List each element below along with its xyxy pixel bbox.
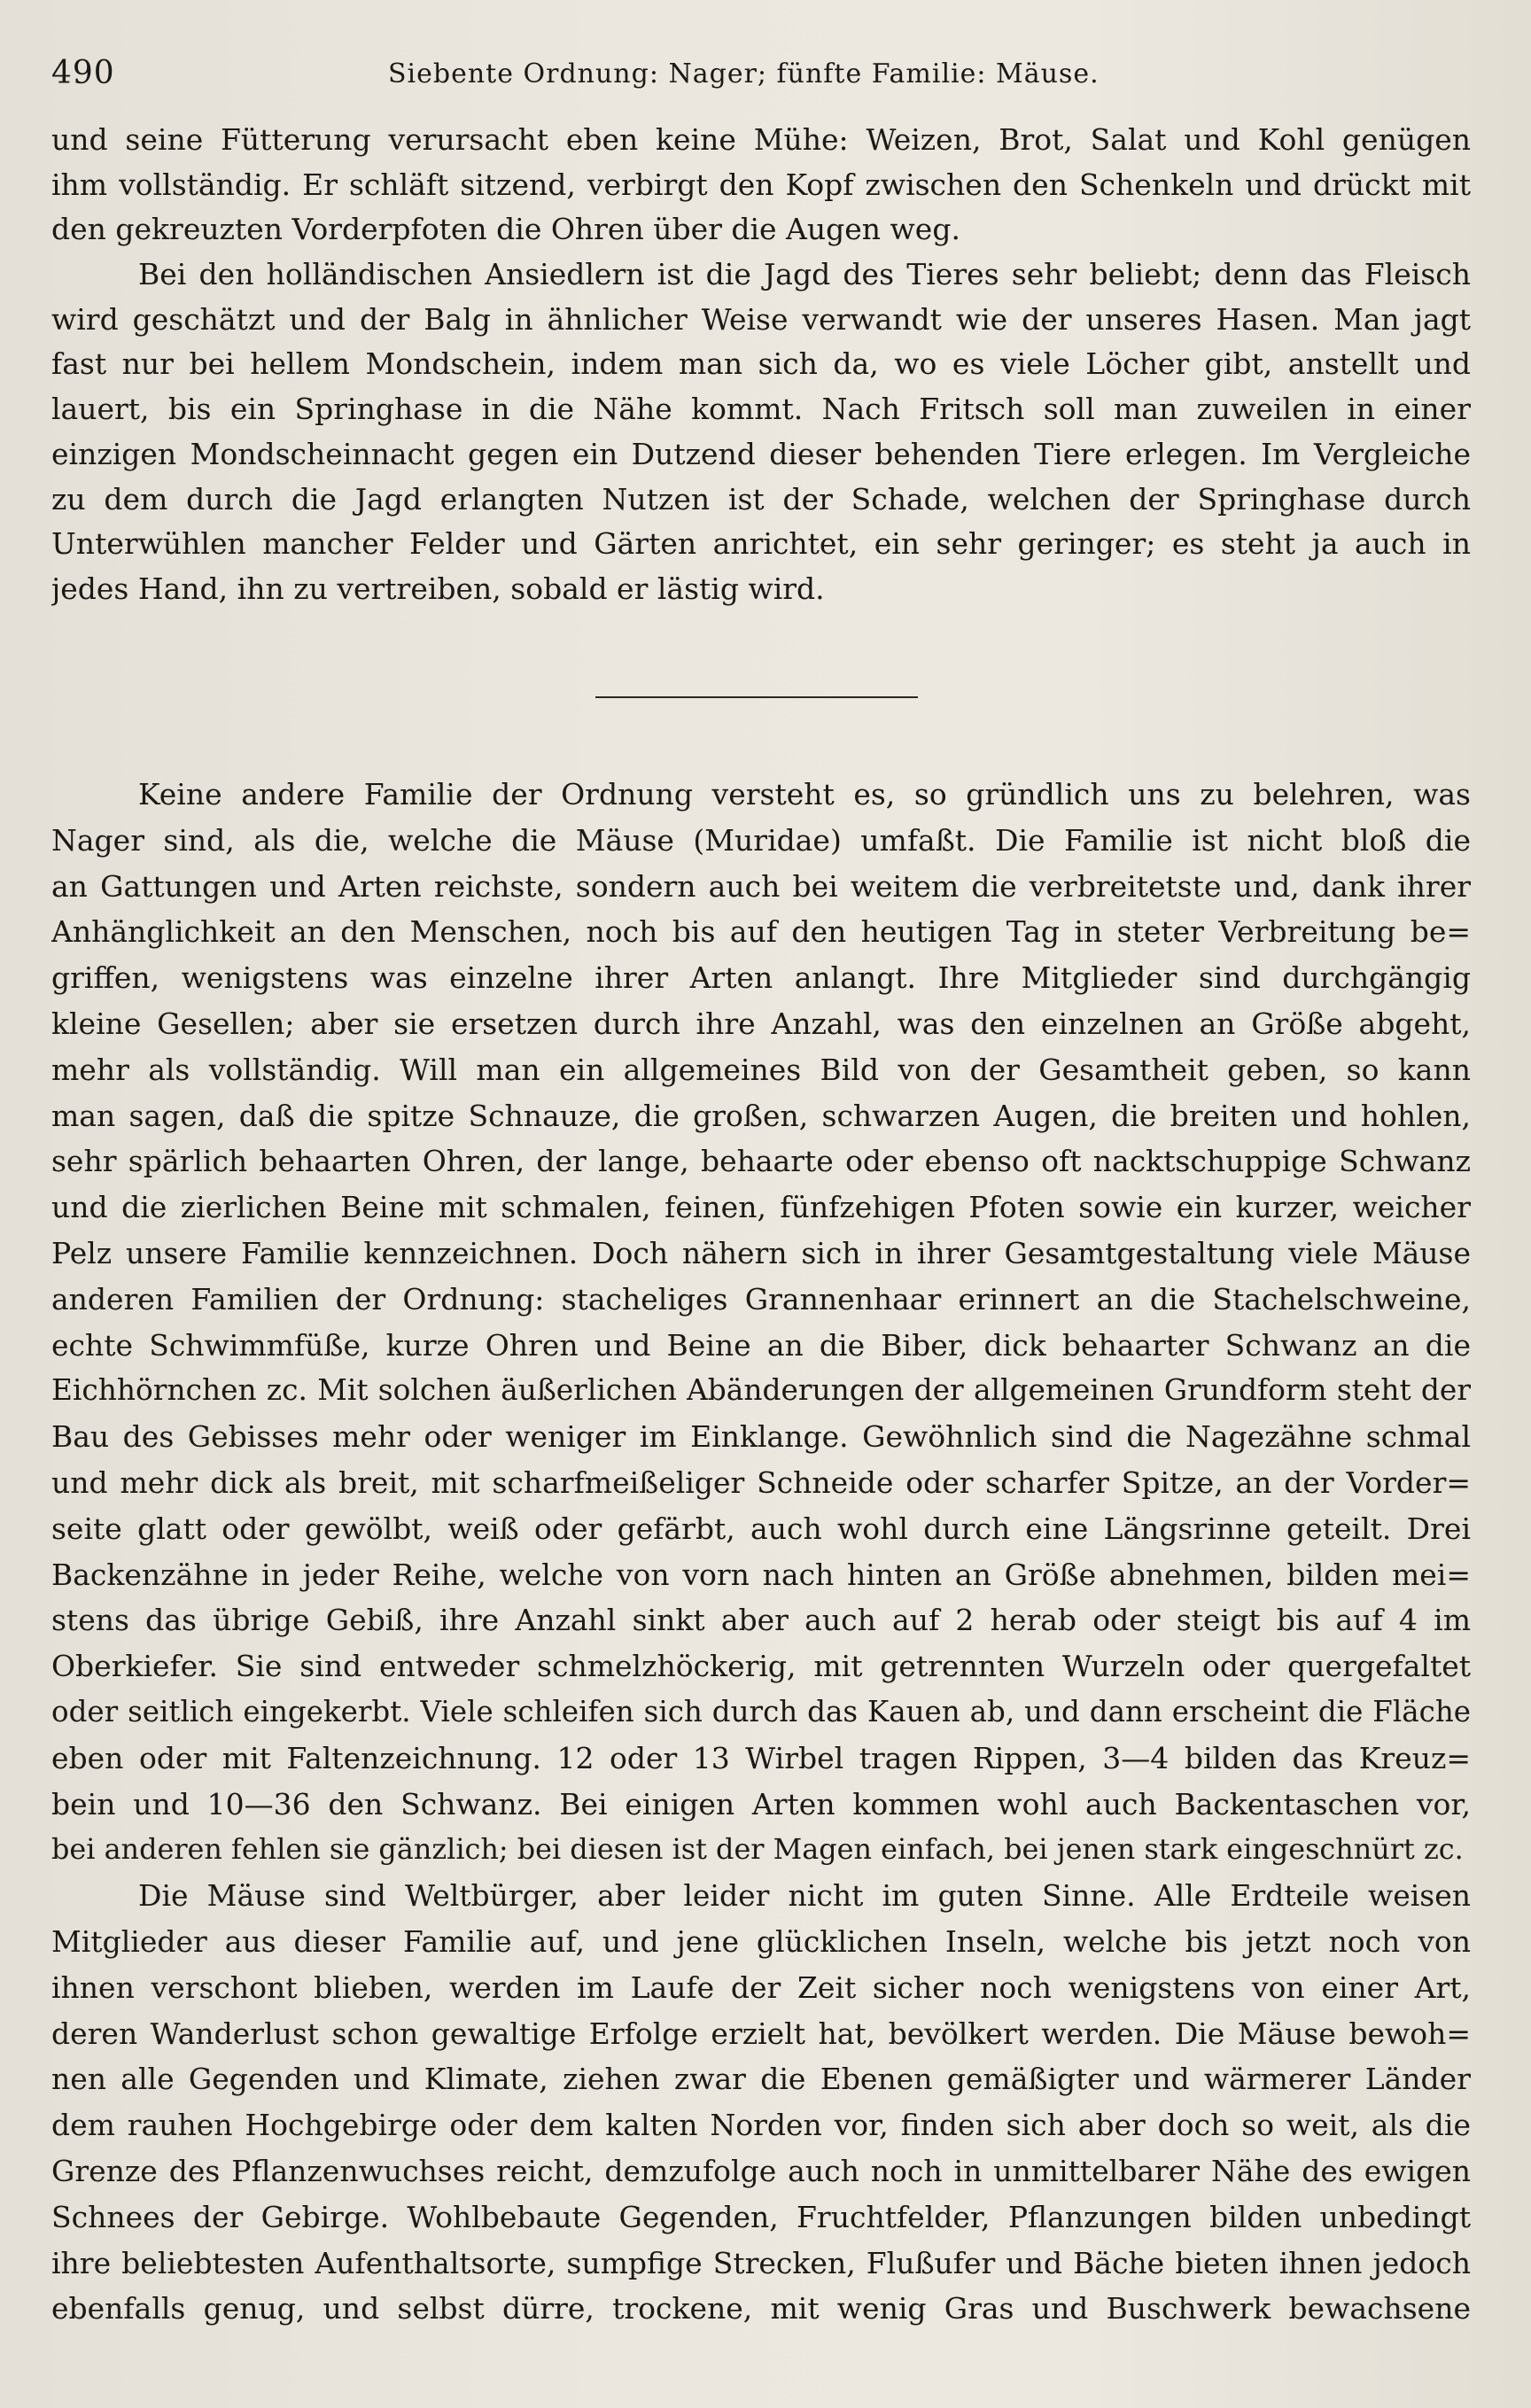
text-line: Bau des Gebisses mehr oder weniger im Einklange. Gewöhnlich sind die Nagezähne schmal — [51, 1419, 1471, 1455]
text-line: deren Wanderlust schon gewaltige Erfolge erzielt hat, bevölkert werden. Die Mäuse bewoh= — [51, 2016, 1471, 2051]
text-line: einzigen Mondscheinnacht gegen ein Dutzend dieser behenden Tiere erlegen. Im Vergleiche — [51, 436, 1471, 471]
page-number: 490 — [51, 55, 115, 91]
running-head: Siebente Ordnung: Nager; fünfte Familie: Mäuse. — [388, 58, 1100, 89]
text-line: Unterwühlen mancher Felder und Gärten anrichtet, ein sehr geringer; es steht ja auch in — [51, 526, 1471, 562]
text-line: ihm vollständig. Er schläft sitzend, verbirgt den Kopf zwischen den Schenkeln und drückt mit — [51, 167, 1471, 202]
text-line: fast nur bei hellem Mondschein, indem man sich da, wo es viele Löcher gibt, anstellt und — [51, 346, 1471, 382]
text-line: Schnees der Gebirge. Wohlbebaute Gegenden, Fruchtfelder, Pflanzungen bilden unbedingt — [51, 2199, 1471, 2234]
text-line: bei anderen fehlen sie gänzlich; bei diesen ist der Magen einfach, bei jenen stark eingeschnürt zc. — [51, 1832, 1464, 1867]
text-line: und die zierlichen Beine mit schmalen, feinen, fünfzehigen Pfoten sowie ein kurzer, weicher — [51, 1190, 1471, 1225]
text-line: Oberkiefer. Sie sind entweder schmelzhöckerig, mit getrennten Wurzeln oder quergefaltet — [51, 1649, 1471, 1684]
text-line: anderen Familien der Ordnung: stacheliges Grannenhaar erinnert an die Stachelschweine, — [51, 1281, 1471, 1317]
text-line: Keine andere Familie der Ordnung versteht es, so gründlich uns zu belehren, was — [138, 777, 1471, 812]
text-line: jedes Hand, ihn zu vertreiben, sobald er lästig wird. — [51, 571, 825, 606]
text-line: mehr als vollständig. Will man ein allgemeines Bild von der Gesamtheit geben, so kann — [51, 1052, 1471, 1087]
text-line: Nager sind, als die, welche die Mäuse (Muridae) umfaßt. Die Familie ist nicht bloß die — [51, 822, 1471, 858]
text-line: Anhänglichkeit an den Menschen, noch bis auf den heutigen Tag in steter Verbreitung be= — [51, 914, 1471, 950]
text-line: oder seitlich eingekerbt. Viele schleifen sich durch das Kauen ab, und dann erscheint die Fläche — [51, 1694, 1471, 1728]
text-line: den gekreuzten Vorderpfoten die Ohren über die Augen weg. — [51, 212, 960, 247]
text-line: seite glatt oder gewölbt, weiß oder gefärbt, auch wohl durch eine Längsrinne geteilt. Drei — [51, 1511, 1471, 1546]
text-line: Die Mäuse sind Weltbürger, aber leider nicht im guten Sinne. Alle Erdteile weisen — [138, 1878, 1471, 1914]
text-line: Mitglieder aus dieser Familie auf, und jene glücklichen Inseln, welche bis jetzt noch von — [51, 1923, 1471, 1959]
text-line: sehr spärlich behaarten Ohren, der lange, behaarte oder ebenso oft nacktschuppige Schwanz — [51, 1144, 1471, 1179]
text-line: ihnen verschont blieben, werden im Laufe der Zeit sicher noch wenigstens von einer Art, — [51, 1969, 1471, 2005]
text-line: lauert, bis ein Springhase in die Nähe kommt. Nach Fritsch soll man zuweilen in einer — [51, 392, 1471, 427]
text-line: stens das übrige Gebiß, ihre Anzahl sinkt aber auch auf 2 herab oder steigt bis auf 4 im — [51, 1603, 1471, 1638]
text-line: zu dem durch die Jagd erlangten Nutzen ist der Schade, welchen der Springhase durch — [51, 481, 1471, 517]
text-line: dem rauhen Hochgebirge oder dem kalten Norden vor, finden sich aber doch so weit, als die — [51, 2108, 1471, 2143]
text-line: und seine Fütterung verursacht eben keine Mühe: Weizen, Brot, Salat und Kohl genügen — [51, 122, 1471, 157]
text-line: ebenfalls genug, und selbst dürre, trockene, mit wenig Gras und Buschwerk bewachsene — [51, 2291, 1471, 2326]
text-line: echte Schwimmfüße, kurze Ohren und Beine an die Biber, dick behaarter Schwanz an die — [51, 1327, 1471, 1363]
page-header — [51, 55, 1478, 97]
text-line: Pelz unsere Familie kennzeichnen. Doch nähern sich in ihrer Gesamtgestaltung viele Mäuse — [51, 1235, 1471, 1270]
text-line: griffen, wenigstens was einzelne ihrer Arten anlangt. Ihre Mitglieder sind durchgängig — [51, 960, 1471, 996]
text-line: und mehr dick als breit, mit scharfmeißeliger Schneide oder scharfer Spitze, an der Vorder= — [51, 1464, 1471, 1500]
section-divider — [595, 696, 918, 698]
section-springhase — [51, 118, 1471, 612]
text-line: Grenze des Pflanzenwuchses reicht, demzufolge auch noch in unmittelbarer Nähe des ewigen — [51, 2153, 1471, 2188]
text-line: nen alle Gegenden und Klimate, ziehen zwar die Ebenen gemäßigter und wärmerer Länder — [51, 2062, 1471, 2097]
text-line: wird geschätzt und der Balg in ähnlicher Weise verwandt wie der unseres Hasen. Man jagt — [51, 301, 1471, 337]
text-line: kleine Gesellen; aber sie ersetzen durch ihre Anzahl, was den einzelnen an Größe abgeht, — [51, 1006, 1471, 1041]
text-line: Eichhörnchen zc. Mit solchen äußerlichen Abänderungen der allgemeinen Grundform steht der — [51, 1373, 1471, 1408]
text-line: ihre beliebtesten Aufenthaltsorte, sumpfige Strecken, Flußufer und Bäche bieten ihnen jedoch — [51, 2245, 1471, 2280]
text-line: man sagen, daß die spitze Schnauze, die großen, schwarzen Augen, die breiten und hohlen, — [51, 1098, 1471, 1133]
text-line: an Gattungen und Arten reichste, sondern auch bei weitem die verbreitetste und, dank ihrer — [51, 868, 1471, 904]
text-line: bein und 10—36 den Schwanz. Bei einigen Arten kommen wohl auch Backentaschen vor, — [51, 1786, 1471, 1822]
section-muridae — [51, 772, 1471, 2332]
text-line: Backenzähne in jeder Reihe, welche von vorn nach hinten an Größe abnehmen, bilden mei= — [51, 1557, 1471, 1592]
text-line: Bei den holländischen Ansiedlern ist die Jagd des Tieres sehr beliebt; denn das Fleisch — [138, 257, 1471, 292]
text-line: eben oder mit Faltenzeichnung. 12 oder 13 Wirbel tragen Rippen, 3—4 bilden das Kreuz= — [51, 1740, 1471, 1775]
